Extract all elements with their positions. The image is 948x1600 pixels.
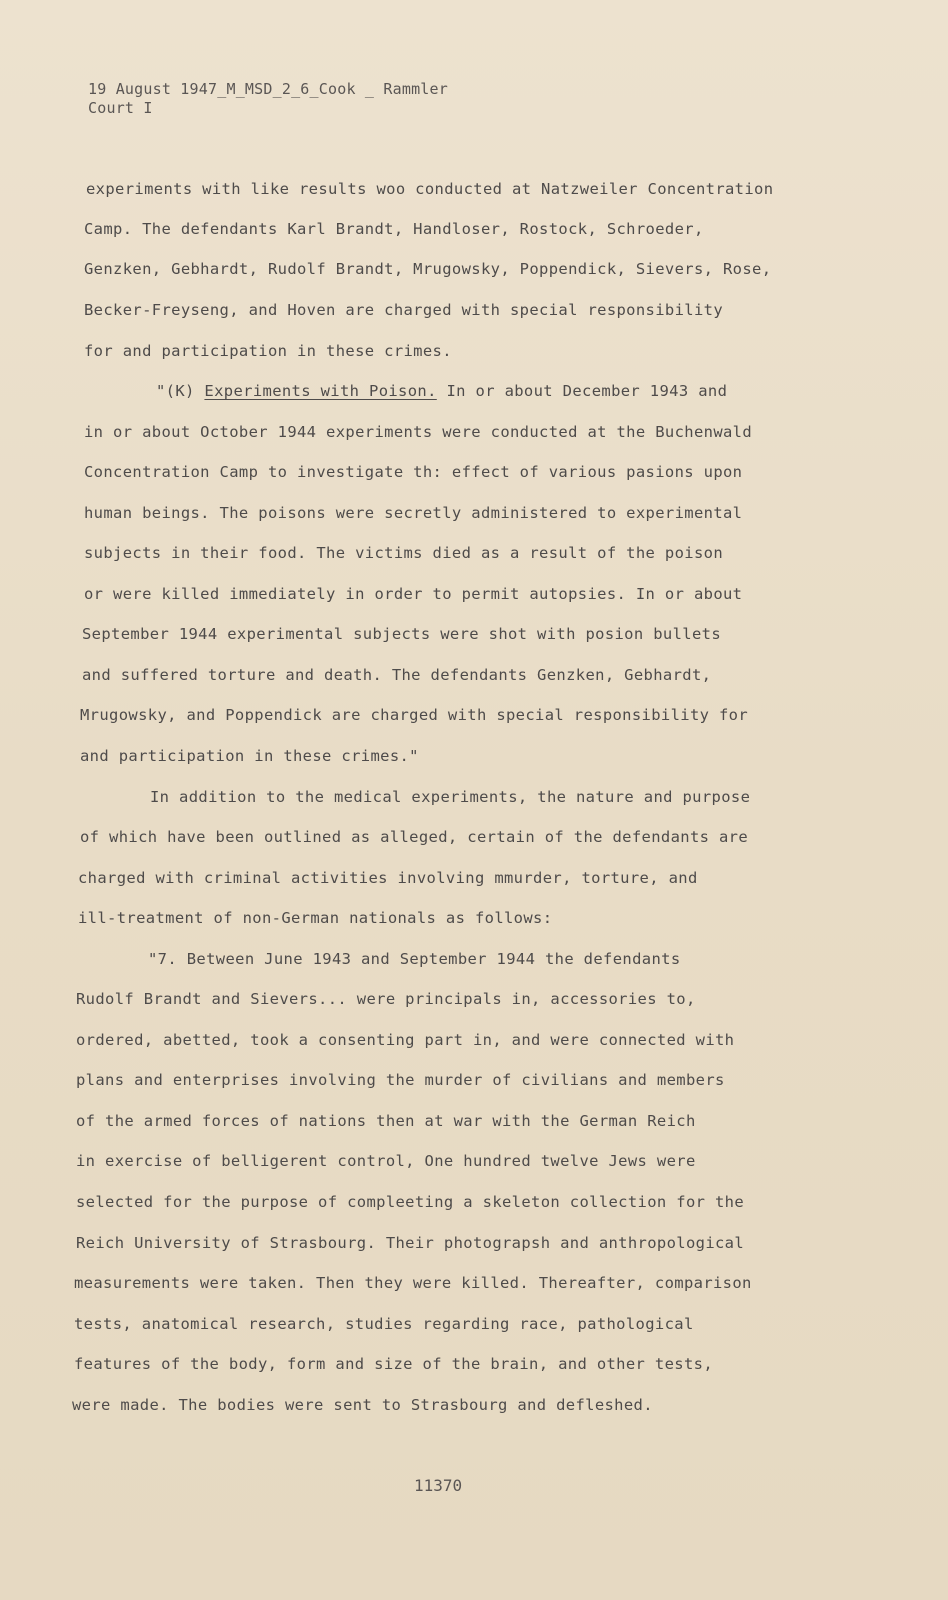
- k-label: "(K): [156, 382, 205, 400]
- document-header: [88, 80, 448, 118]
- text-line: ordered, abetted, took a consenting part in, and were connected with: [76, 1031, 735, 1049]
- text-line: and suffered torture and death. The defendants Genzken, Gebhardt,: [82, 666, 712, 684]
- text-line: selected for the purpose of compleeting a skeleton collection for the: [76, 1193, 745, 1211]
- k-heading-rest: In or about December 1943 and: [436, 382, 728, 400]
- text-line: Rudolf Brandt and Sievers... were principals in, accessories to,: [76, 990, 696, 1008]
- text-line: measurements were taken. Then they were killed. Thereafter, comparison: [74, 1274, 752, 1292]
- text-line: September 1944 experimental subjects were shot with posion bullets: [82, 625, 721, 643]
- text-line: plans and enterprises involving the murder of civilians and members: [76, 1071, 725, 1089]
- text-line: of the armed forces of nations then at war with the German Reich: [76, 1112, 696, 1130]
- text-line: of which have been outlined as alleged, certain of the defendants are: [80, 828, 749, 846]
- text-line: subjects in their food. The victims died as a result of the poison: [84, 544, 723, 562]
- text-line: Reich University of Strasbourg. Their photograpsh and anthropological: [76, 1234, 745, 1252]
- text-line: ill-treatment of non-German nationals as follows:: [78, 909, 553, 927]
- text-line: Concentration Camp to investigate th: effect of various pasions upon: [84, 463, 743, 481]
- text-line: Genzken, Gebhardt, Rudolf Brandt, Mrugowsky, Poppendick, Sievers, Rose,: [84, 260, 772, 278]
- text-line: Mrugowsky, and Poppendick are charged with special responsibility for: [80, 706, 749, 724]
- text-line: in or about October 1944 experiments were conducted at the Buchenwald: [84, 423, 753, 441]
- text-line: Camp. The defendants Karl Brandt, Handloser, Rostock, Schroeder,: [84, 220, 704, 238]
- text-line: experiments with like results woo conducted at Natzweiler Concentration: [86, 180, 774, 198]
- page-number: 11370: [414, 1476, 463, 1495]
- text-line: for and participation in these crimes.: [84, 342, 452, 360]
- text-line: Becker-Freyseng, and Hoven are charged with special responsibility: [84, 301, 723, 319]
- text-line: and participation in these crimes.": [80, 747, 419, 765]
- text-line: were made. The bodies were sent to Strasbourg and defleshed.: [72, 1396, 653, 1414]
- text-line: tests, anatomical research, studies regarding race, pathological: [74, 1315, 694, 1333]
- text-line: features of the body, form and size of the brain, and other tests,: [74, 1355, 713, 1373]
- text-line: human beings. The poisons were secretly administered to experimental: [84, 504, 743, 522]
- text-line: charged with criminal activities involving mmurder, torture, and: [78, 869, 698, 887]
- header-date-line: 19 August 1947_M_MSD_2_6_Cook _ Rammler: [88, 80, 448, 98]
- text-line: or were killed immediately in order to permit autopsies. In or about: [84, 585, 743, 603]
- k-heading-underlined: Experiments with Poison.: [204, 382, 437, 400]
- text-line: "7. Between June 1943 and September 1944 the defendants: [148, 950, 681, 968]
- text-line: In addition to the medical experiments, the nature and purpose: [150, 788, 751, 806]
- text-line-k-heading: [156, 382, 727, 400]
- header-court-line: Court I: [88, 99, 153, 117]
- text-line: in exercise of belligerent control, One hundred twelve Jews were: [76, 1152, 696, 1170]
